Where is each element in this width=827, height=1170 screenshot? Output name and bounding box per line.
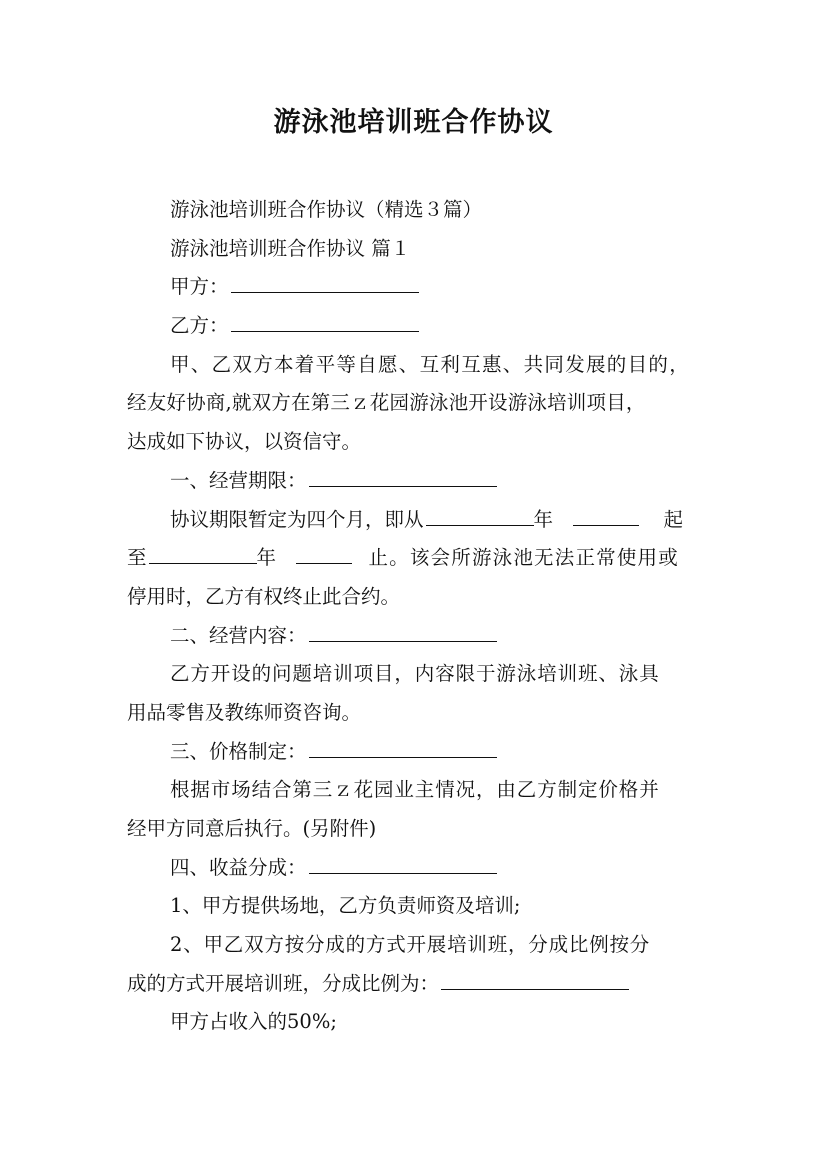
section-label: 四、收益分成： [170, 855, 307, 879]
blank-field [309, 464, 497, 487]
document-body [127, 191, 701, 1042]
blank-field [441, 967, 629, 990]
paragraph-line [127, 655, 701, 694]
paragraph-line: 用品零售及教练师资咨询。 [127, 700, 362, 724]
document-title: 游泳池培训班合作协议 [273, 107, 554, 138]
paragraph-line [127, 926, 701, 965]
term-line [127, 539, 701, 578]
section-heading [127, 462, 701, 501]
paragraph-line: 游泳池培训班合作协议（精选３篇） [170, 198, 483, 221]
blank-field [149, 541, 257, 564]
party-a-line [127, 268, 701, 307]
paragraph-line: 1、甲方提供场地，乙方负责师资及培训; [170, 894, 521, 918]
paragraph-text: 经友好协商,就双方在第三ｚ花园游泳池开设游泳培训项目， [127, 391, 646, 415]
party-a-label: 甲方： [170, 275, 229, 299]
section-heading [127, 733, 701, 772]
blank-field [309, 735, 497, 758]
paragraph-text: 协议期限暂定为四个月，即从 [170, 507, 424, 531]
paragraph-line: 经甲方同意后执行。(另附件) [127, 817, 377, 840]
paragraph-line [127, 384, 701, 423]
ratio-line [127, 965, 701, 1004]
blank-field [426, 503, 534, 526]
blank-field [573, 503, 639, 526]
paragraph-line: 达成如下协议，以资信守。 [127, 430, 362, 454]
paragraph-text: 乙方开设的问题培训项目，内容限于游泳培训班、泳具 [170, 662, 660, 686]
blank-field [231, 270, 419, 293]
paragraph-text: 年 [533, 507, 554, 531]
section-label: 一、经营期限： [170, 468, 307, 492]
paragraph-text: 至 [127, 546, 147, 570]
paragraph-text: 止。该会所游泳池无法正常使用或 [368, 546, 679, 570]
section-heading [127, 617, 701, 656]
paragraph-text: 2、甲乙双方按分成的方式开展培训班，分成比例按分 [170, 933, 651, 957]
section-heading [127, 849, 701, 888]
blank-field [309, 851, 497, 874]
paragraph-line: 停用时，乙方有权终止此合约。 [127, 584, 401, 608]
paragraph-text: 根据市场结合第三ｚ花园业主情况，由乙方制定价格并 [170, 778, 660, 802]
section-label: 三、价格制定： [170, 739, 307, 763]
paragraph-text: 成的方式开展培训班，分成比例为： [127, 971, 440, 995]
blank-field [231, 309, 419, 332]
paragraph-line [127, 346, 701, 385]
paragraph-text: 起 [663, 507, 683, 531]
term-line [127, 501, 701, 540]
paragraph-text: 甲、乙双方本着平等自愿、互利互惠、共同发展的目的， [170, 352, 691, 376]
party-b-line [127, 307, 701, 346]
blank-field [309, 619, 497, 642]
party-b-label: 乙方： [170, 314, 229, 338]
section-label: 二、经营内容： [170, 623, 307, 647]
paragraph-line [127, 771, 701, 810]
paragraph-line: 甲方占收入的50%; [170, 1010, 337, 1034]
paragraph-line: 游泳池培训班合作协议 篇１ [170, 236, 411, 260]
paragraph-text: 年 [256, 546, 277, 570]
blank-field [296, 541, 352, 564]
